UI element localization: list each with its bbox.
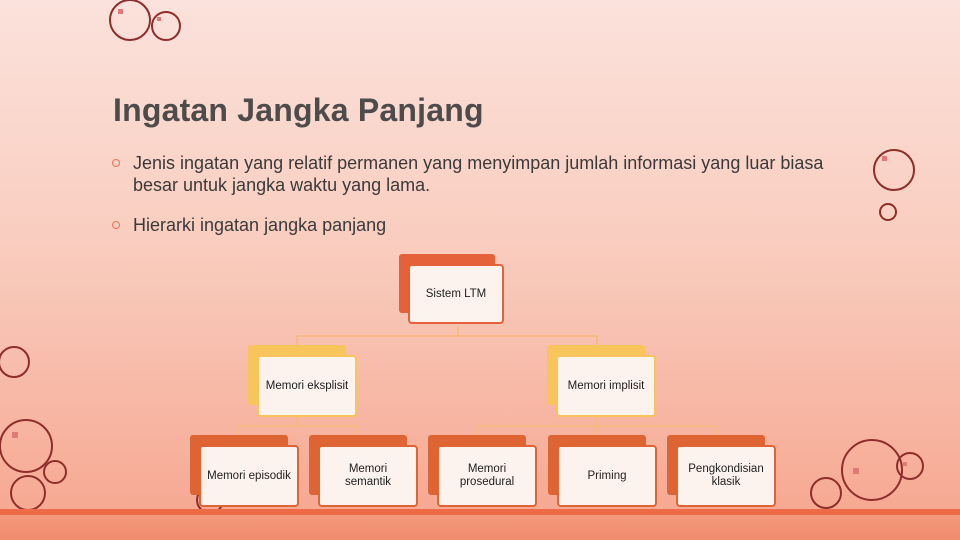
node-front xyxy=(318,445,418,507)
node-front xyxy=(557,445,657,507)
slide-title: Ingatan Jangka Panjang xyxy=(113,92,484,128)
bullet-text: Hierarki ingatan jangka panjang xyxy=(133,215,387,235)
node-label: Memori implisit xyxy=(567,379,645,392)
bullet-text: Jenis ingatan yang relatif permanen yang menyimpan jumlah informasi yang luar biasa besar untuk jangka waktu yang lama. xyxy=(133,153,824,195)
node-label: Memori eksplisit xyxy=(265,379,349,392)
node-label: Memori semantik xyxy=(344,463,392,488)
node-front xyxy=(437,445,537,507)
node-front xyxy=(676,445,776,507)
node-front xyxy=(408,264,504,324)
node-front xyxy=(556,355,656,417)
node-label: Memori episodik xyxy=(207,469,291,482)
node-label: Priming xyxy=(587,469,627,482)
node-front xyxy=(257,355,357,417)
node-label: Sistem LTM xyxy=(425,287,487,300)
bottom-band xyxy=(0,515,960,540)
node-label: Memori prosedural xyxy=(459,463,515,488)
node-front xyxy=(199,445,299,507)
node-label: Pengkondisian klasik xyxy=(688,463,764,488)
